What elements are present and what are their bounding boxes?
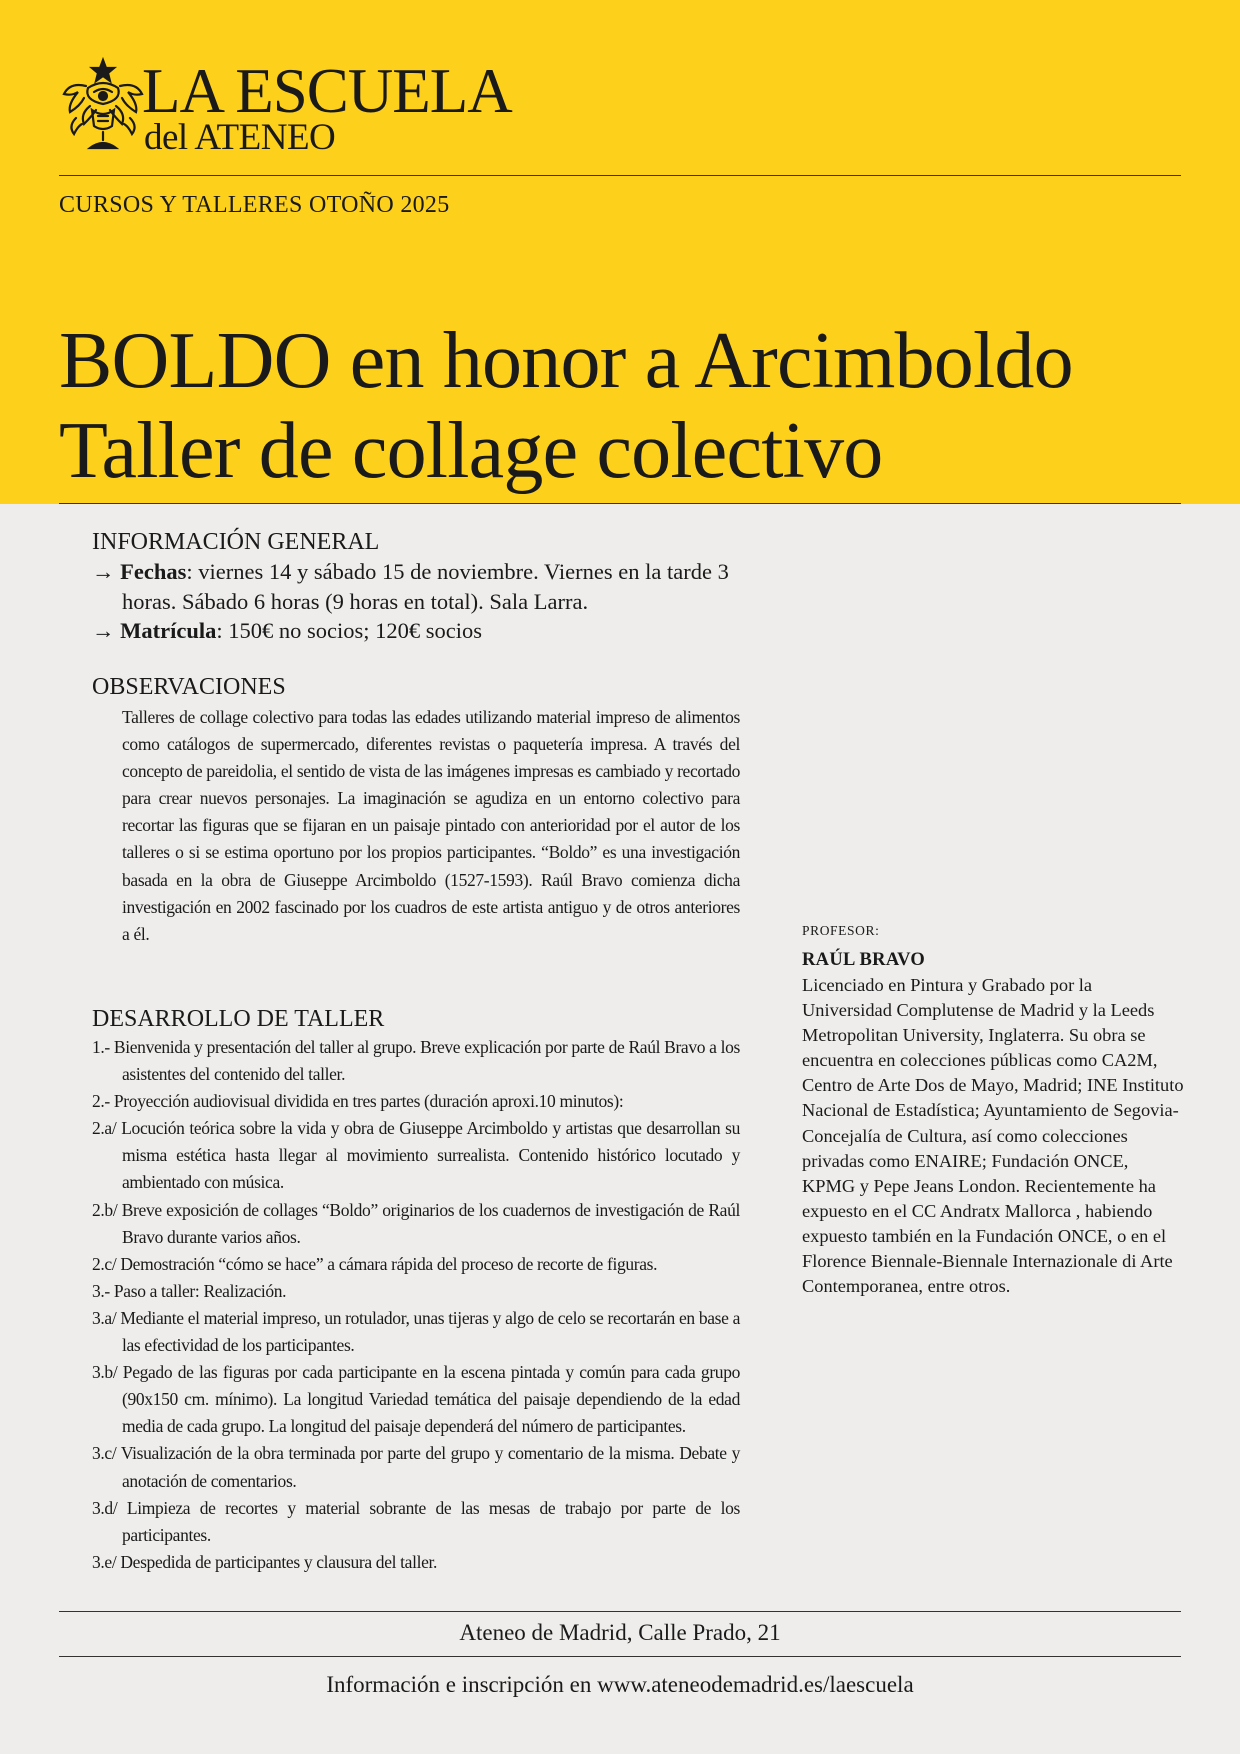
info-block (92, 557, 752, 646)
list-item: 2.c/ Demostración “cómo se hace” a cámara rápida del proceso de recorte de figuras. (92, 1253, 658, 1274)
list-item: 3.d/ Limpieza de recortes y material sobrante de las mesas de trabajo por parte de los participantes. (92, 1497, 740, 1545)
info-heading: INFORMACIÓN GENERAL (92, 529, 380, 555)
brand-title: LA ESCUELA (142, 56, 512, 126)
footer-info-link[interactable]: Información e inscripción en www.ateneodemadrid.es/laescuela (326, 1672, 914, 1697)
title-line-1: BOLDO en honor a Arcimboldo (59, 317, 1073, 405)
profesor-name: RAÚL BRAVO (802, 950, 926, 970)
matricula-label: Matrícula (120, 618, 217, 643)
info-fechas (92, 557, 752, 616)
footer-divider-bottom (59, 1656, 1181, 1657)
info-matricula (92, 616, 752, 646)
fechas-text: : viernes 14 y sábado 15 de noviembre. Viernes en la tarde 3 horas. Sábado 6 horas (9 horas en total). Sala Larra. (122, 559, 729, 614)
list-item: 2.a/ Locución teórica sobre la vida y obra de Giuseppe Arcimboldo y artistas que desarrollan su misma estética hasta llegar al movimiento surrealista. Contenido histórico locutado y ambientado con música. (92, 1118, 740, 1193)
list-item: 3.b/ Pegado de las figuras por cada participante en la escena pintada y común para cada grupo (90x150 cm. mínimo). La longitud Variedad temática del paisaje dependiendo de la edad media de cada grupo. La longitud del paisaje dependerá del número de participantes. (92, 1362, 740, 1437)
list-item: 3.e/ Despedida de participantes y clausura del taller. (92, 1551, 438, 1572)
observaciones-text: Talleres de collage colectivo para todas las edades utilizando material impreso de alimentos como catálogos de supermercado, diferentes revistas o paquetería impresa. A través del concepto de pareidolia, el sentido de vista de las imágenes impresas es cambiado y recortado para crear nuevos personajes. La imaginación se agudiza en un entorno colectivo para recortar las figuras que se fijaran en un paisaje pintado con anterioridad por el autor de los talleres o si se estima oportuno por los propios participantes. “Boldo” es una investigación basada en la obra de Giuseppe Arcimboldo (1527-1593). Raúl Bravo comienza dicha investigación en 2002 fascinado por los cuadros de este artista antiguo y de otros anteriores a él. (122, 707, 740, 944)
list-item: 3.c/ Visualización de la obra terminada por parte del grupo y comentario de la misma. Debate y anotación de comentarios. (92, 1443, 740, 1491)
arrow-icon: → (92, 618, 121, 643)
matricula-text: : 150€ no socios; 120€ socios (216, 618, 482, 643)
desarrollo-list (92, 1034, 740, 1576)
list-item: 3.a/ Mediante el material impreso, un rotulador, unas tijeras y algo de celo se recortarán en base a las efectividad de los participantes. (92, 1307, 740, 1356)
ateneo-emblem-icon (58, 56, 148, 156)
footer-divider-top (59, 1611, 1181, 1612)
brand-subtitle: del ATENEO (144, 117, 336, 158)
season-subtitle: CURSOS Y TALLERES OTOÑO 2025 (59, 192, 450, 218)
list-item: 1.- Bienvenida y presentación del taller al grupo. Breve explicación por parte de Raúl Bravo a los asistentes del contenido del taller. (92, 1037, 740, 1085)
list-item: 3.- Paso a taller: Realización. (92, 1280, 287, 1301)
desarrollo-heading: DESARROLLO DE TALLER (92, 1006, 385, 1032)
fechas-label: Fechas (120, 559, 187, 584)
list-item: 2.b/ Breve exposición de collages “Boldo” originarios de los cuadernos de investigación de Raúl Bravo durante varios años. (92, 1199, 740, 1247)
observaciones-heading: OBSERVACIONES (92, 674, 286, 700)
arrow-icon: → (92, 559, 121, 584)
title-line-2: Taller de collage colectivo (59, 407, 883, 495)
profesor-label: PROFESOR: (802, 923, 880, 938)
footer-address: Ateneo de Madrid, Calle Prado, 21 (459, 1620, 781, 1645)
title-divider (59, 503, 1181, 504)
header-divider (59, 175, 1181, 176)
page-title (59, 316, 1073, 496)
profesor-bio: Licenciado en Pintura y Grabado por la Universidad Complutense de Madrid y la Leeds Metropolitan University, Inglaterra. Su obra se encuentra en colecciones públicas como CA2M, Centro de Arte Dos de Mayo, Madrid; INE Instituto Nacional de Estadística; Ayuntamiento de Segovia-Concejalía de Cultura, así como colecciones privadas como ENAIRE; Fundación ONCE, KPMG y Pepe Jeans London. Recientemente ha expuesto en el CC Andratx Mallorca , habiendo expuesto también en la Fundación ONCE, o en el Florence Biennale-Biennale Internazionale di Arte Contemporanea, entre otros. (802, 975, 1184, 1297)
list-item: 2.- Proyección audiovisual dividida en tres partes (duración aproxi.10 minutos): (92, 1091, 624, 1112)
